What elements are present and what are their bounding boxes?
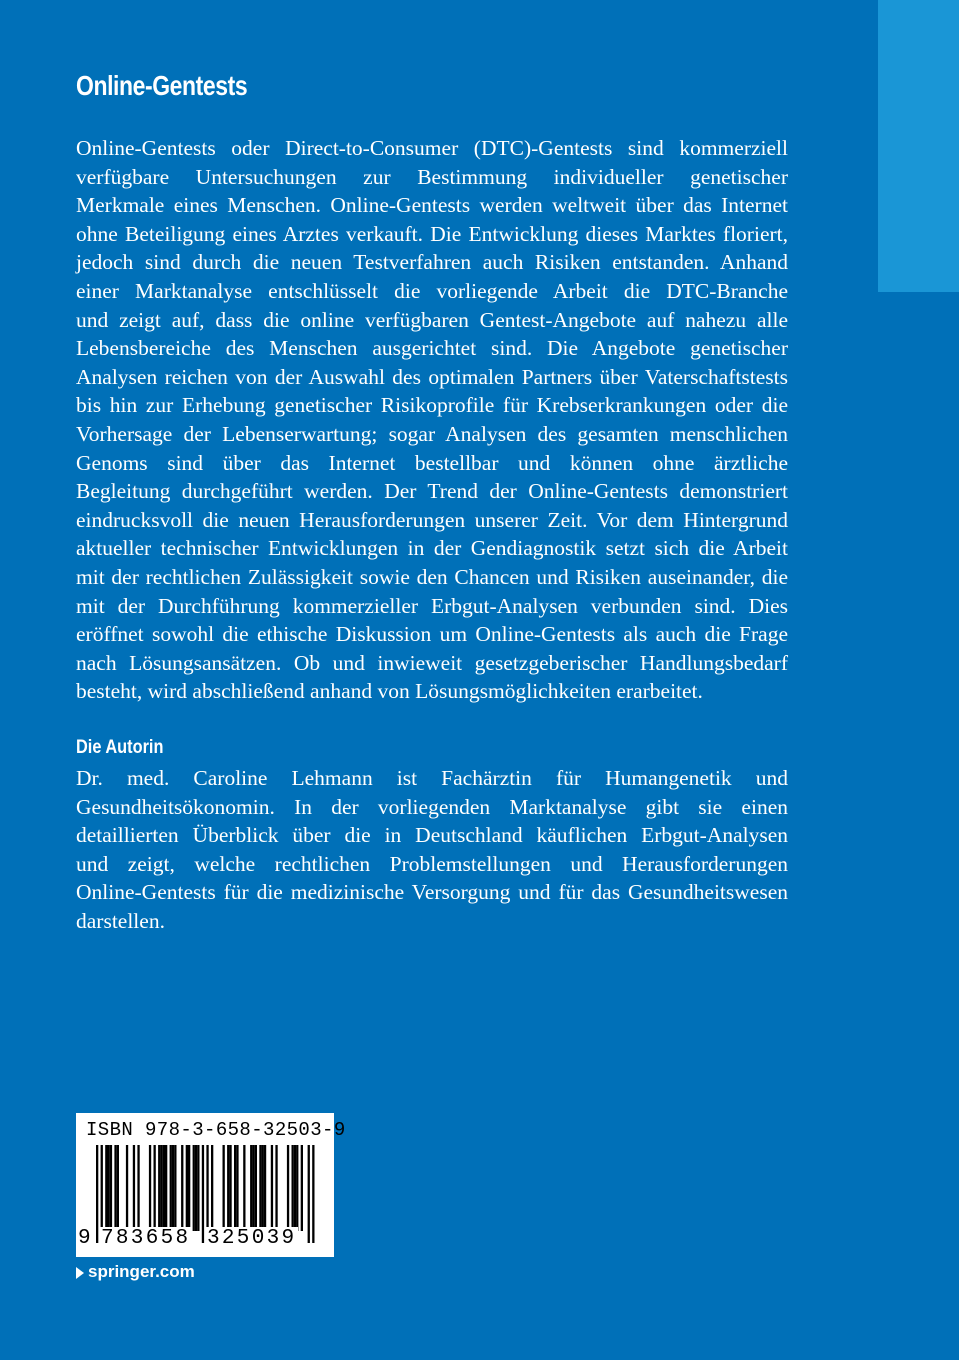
barcode-bar [149,1145,151,1231]
barcode-bar [186,1145,188,1231]
author-line: Gesundheitsökonomin. In der vorliegenden Marktanalyse gibt sie einen [76,794,788,819]
ean-first-digit: 9 [78,1227,91,1250]
barcode-bar [250,1145,252,1231]
barcode-bar [172,1145,174,1231]
barcode-bar [110,1145,112,1231]
barcode-bar [188,1145,190,1231]
description-line: Begleitung durchgeführt werden. Der Trend der Online-Gentests demonstriert [76,479,788,504]
description-line: nach Lösungsansätzen. Ob und inwieweit gesetzgeberischer Handlungsbedarf [76,650,788,675]
barcode-bar [262,1145,264,1231]
author-line: Dr. med. Caroline Lehmann ist Fachärztin für Humangenetik und [76,766,788,790]
barcode-bar [114,1145,116,1231]
description-line: eröffnet sowohl die ethische Diskussion um Online-Gentests als auch die Frage [76,622,788,647]
description-line: aktueller technischer Entwicklungen in der Gendiagnostik setzt sich die Arbeit [76,536,788,561]
barcode-bar [105,1145,107,1231]
barcode-bar [195,1145,197,1231]
book-title: Online-Gentests [76,70,248,101]
barcode-bar [301,1145,303,1231]
description-line: eindrucksvoll die neuen Herausforderungen unserer Zeit. Vor dem Hintergrund [76,507,788,532]
barcode-bar [108,1145,110,1231]
barcode-bar [165,1145,167,1231]
description-line: verfügbare Untersuchungen zur Bestimmung individueller genetischer [76,164,788,189]
author-line: Online-Gentests für die medizinische Versorgung und für das Gesundheitswesen [76,880,788,905]
barcode-bar [292,1145,294,1231]
author-bio [76,764,788,936]
description-line: Merkmale eines Menschen. Online-Gentests werden weltweit über das Internet [76,193,788,218]
description-line: ohne Beteiligung eines Arztes verkauft. Die Entwicklung dieses Marktes floriert, [76,221,788,246]
barcode-bar [296,1145,298,1231]
barcode-bar [154,1145,156,1231]
description-line: Lebensbereiche des Menschen ausgerichtet sind. Die Angebote genetischer [76,336,788,361]
barcode-bar [163,1145,165,1231]
description-line: jedoch sind durch die neuen Testverfahren auch Risiken entstanden. Anhand [76,250,788,275]
description-line: einer Marktanalyse entschlüsselt die vorliegende Arbeit die DTC-Branche [76,278,788,303]
barcode-bar [264,1145,266,1231]
author-line: darstellen. [76,908,165,933]
description-line: Analysen reichen von der Auswahl des optimalen Partners über Vaterschaftstests [76,364,788,389]
description-line: bis hin zur Erhebung genetischer Risikoprofile für Krebserkrankungen oder die [76,393,788,418]
barcode-bar [158,1145,160,1231]
description-line: Genoms sind über das Internet bestellbar und können ohne ärztliche [76,450,788,475]
barcode-bar [181,1145,183,1231]
barcode-bar [117,1145,119,1231]
ean-right-group: 325039 [207,1227,297,1250]
springer-link[interactable] [76,1262,195,1282]
isbn-barcode [76,1113,346,1257]
isbn-label: ISBN 978-3-658-32503-9 [86,1119,346,1141]
ean-digits [76,1227,334,1253]
barcode-bar [294,1145,296,1231]
barcode-bar [236,1145,238,1231]
author-line: detaillierten Überblick über die in Deutschland käuflichen Erbgut-Analysen [76,823,788,848]
barcode-bar [259,1145,261,1231]
description-line: Online-Gentests oder Direct-to-Consumer (DTC)-Gentests sind kommerziell [76,136,788,160]
barcode-bar [174,1145,176,1231]
barcode-bar [255,1145,257,1231]
barcode-bar [170,1145,172,1231]
barcode-bar [197,1145,199,1231]
barcode-bar [126,1145,128,1231]
barcode-bar [243,1145,245,1231]
description-line: besteht, wird abschließend anhand von Lösungsmöglichkeiten erarbeitet. [76,679,703,704]
arrow-right-icon [76,1267,84,1279]
author-heading: Die Autorin [76,737,164,758]
barcode-bar [223,1145,225,1231]
barcode-bar [137,1145,139,1231]
barcode-bar [193,1145,195,1231]
barcode-bar [227,1145,229,1231]
barcode-bar [287,1145,289,1231]
ean-left-group: 783658 [101,1227,191,1250]
barcode-bar [133,1145,135,1231]
barcode-bar [275,1145,277,1231]
barcode-bar [229,1145,231,1231]
barcode-bar [160,1145,162,1231]
description-line: mit der rechtlichen Zulässigkeit sowie den Chancen und Risiken auseinander, die [76,564,788,589]
barcode-bar [252,1145,254,1231]
springer-link-text: springer.com [88,1262,195,1281]
description-line: Vorhersage der Lebenserwartung; sogar Analysen des gesamten menschlichen [76,421,788,446]
author-line: und zeigt, welche rechtlichen Problemstellungen und Herausforderungen [76,851,788,876]
description-line: mit der Durchführung kommerzieller Erbgut-Analysen verbunden sind. Dies [76,593,788,618]
barcode-bar [234,1145,236,1231]
description-line: und zeigt auf, dass die online verfügbaren Gentest-Angebote auf nahezu alle [76,307,788,332]
barcode-bar [271,1145,273,1231]
side-color-tab [878,0,959,292]
barcode-bar [211,1145,213,1231]
description-text [76,134,788,706]
